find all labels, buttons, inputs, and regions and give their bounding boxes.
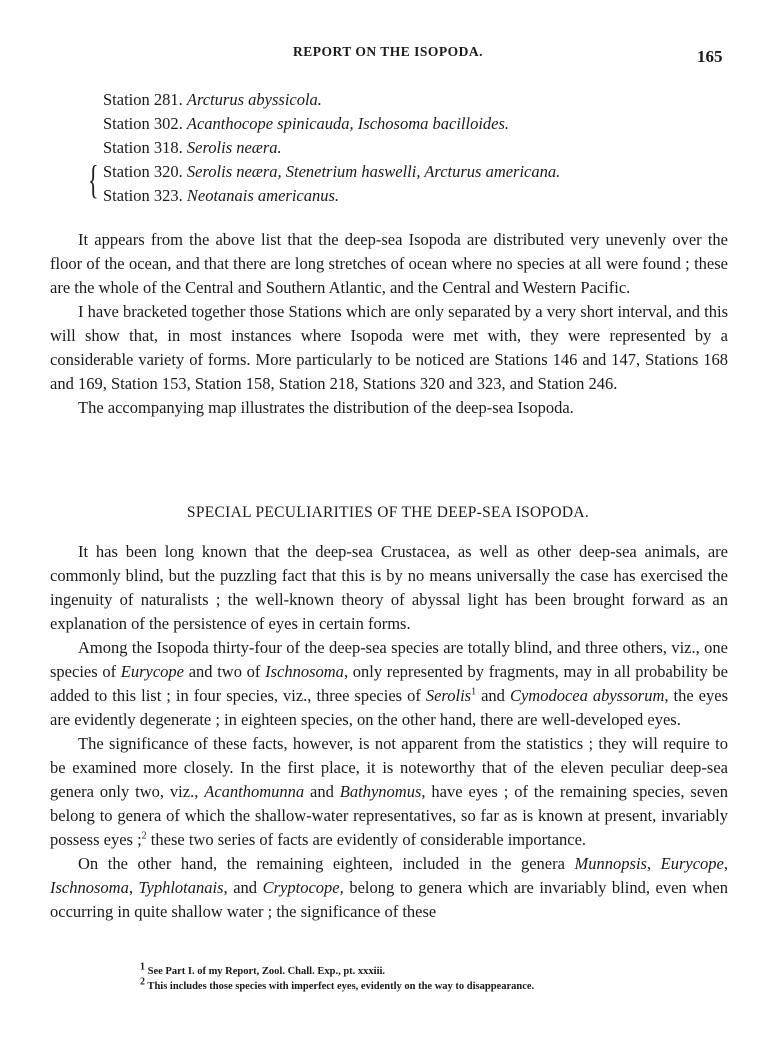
station-species: Serolis neæra, Stenetrium haswelli, Arcturus americana. <box>186 162 561 181</box>
paragraph-map-note: The accompanying map illustrates the distribution of the deep-sea Isopoda. <box>78 398 574 417</box>
section-heading: SPECIAL PECULIARITIES OF THE DEEP-SEA ISOPODA. <box>186 504 590 521</box>
station-label: Station 281. <box>103 90 183 109</box>
page-number: 165 <box>697 47 723 66</box>
station-entry <box>103 112 723 136</box>
station-label: Station 318. <box>103 138 183 157</box>
station-bracket: { <box>88 157 99 202</box>
station-entry <box>103 136 723 160</box>
station-entry <box>103 88 723 112</box>
paragraph-significance: The significance of these facts, however, is not apparent from the statistics ; they will require to be examined more closely. In the first place, it is noteworthy that of the eleven peculiar deep-sea genera only two, viz., Acanthomunna and Bathynomus, have eyes ; of the remaining species, seven belong to genera of which the shallow-water representatives, so far as is known at present, invariably possess eyes ;$^2$ these two series of facts are evidently of considerable importance. <box>50 734 728 849</box>
station-label: Station 323. <box>103 186 183 205</box>
paragraph-blind-species: Among the Isopoda thirty-four of the deep-sea species are totally blind, and three others, viz., one species of Eurycope and two of Ischnosoma, only represented by fragments, may in all probability be added to this list ; in four species, viz., three species of Serolis$^1$ and Cymodocea abyssorum, the eyes are evidently degenerate ; in eighteen species, on the other hand, there are well-developed eyes. <box>50 638 729 729</box>
running-title: REPORT ON THE ISOPODA. <box>292 44 484 59</box>
station-species: Neotanais americanus. <box>186 186 340 205</box>
peculiarities-text <box>50 540 728 924</box>
station-label: Station 302. <box>103 114 183 133</box>
footnote: $^2$ This includes those species with imperfect eyes, evidently on the way to disappearance. <box>140 976 535 992</box>
station-species: Serolis neæra. <box>186 138 282 157</box>
station-entry <box>103 184 723 208</box>
footnote-ref: 1 <box>471 686 477 698</box>
footnotes <box>140 961 700 994</box>
paragraph-bracketed-stations: I have bracketed together those Stations which are only separated by a very short interval, and this will show that, in most instances where Isopoda were met with, they were represented by a considerable variety of forms. More particularly to be noticed are Stations 146 and 147, Stations 168 and 169, Station 153, Station 158, Station 218, Stations 320 and 323, and Station 246. <box>50 302 728 393</box>
paragraph-blindness: It has been long known that the deep-sea Crustacea, as well as other deep-sea animals, are commonly blind, but the puzzling fact that this is by no means universally the case has exercised the ingenuity of naturalists ; the well-known theory of abyssal light has been brought forward as an explanation of the persistence of eyes in certain forms. <box>50 542 728 633</box>
station-species: Acanthocope spinicauda, Ischosoma bacilloides. <box>186 114 510 133</box>
footnote-ref: 2 <box>141 830 147 842</box>
paragraph-blind-genera: On the other hand, the remaining eighteen, included in the genera Munnopsis, Eurycope, Ischnosoma, Typhlotanais, and Cryptocope, belong to genera which are invariably blind, even when occurring in quite shallow water ; the significance of these <box>50 854 729 921</box>
footnote: $^1$ See Part I. of my Report, Zool. Chall. Exp., pt. xxxiii. <box>140 961 386 977</box>
station-entry <box>103 160 723 184</box>
distribution-text <box>50 228 728 420</box>
station-species: Arcturus abyssicola. <box>186 90 322 109</box>
paragraph-distribution: It appears from the above list that the deep-sea Isopoda are distributed very unevenly over the floor of the ocean, and that there are long stretches of ocean where no species at all were found ; these are the whole of the Central and Southern Atlantic, and the Central and Western Pacific. <box>50 230 728 297</box>
station-list <box>88 88 723 208</box>
station-label: Station 320. <box>103 162 183 181</box>
